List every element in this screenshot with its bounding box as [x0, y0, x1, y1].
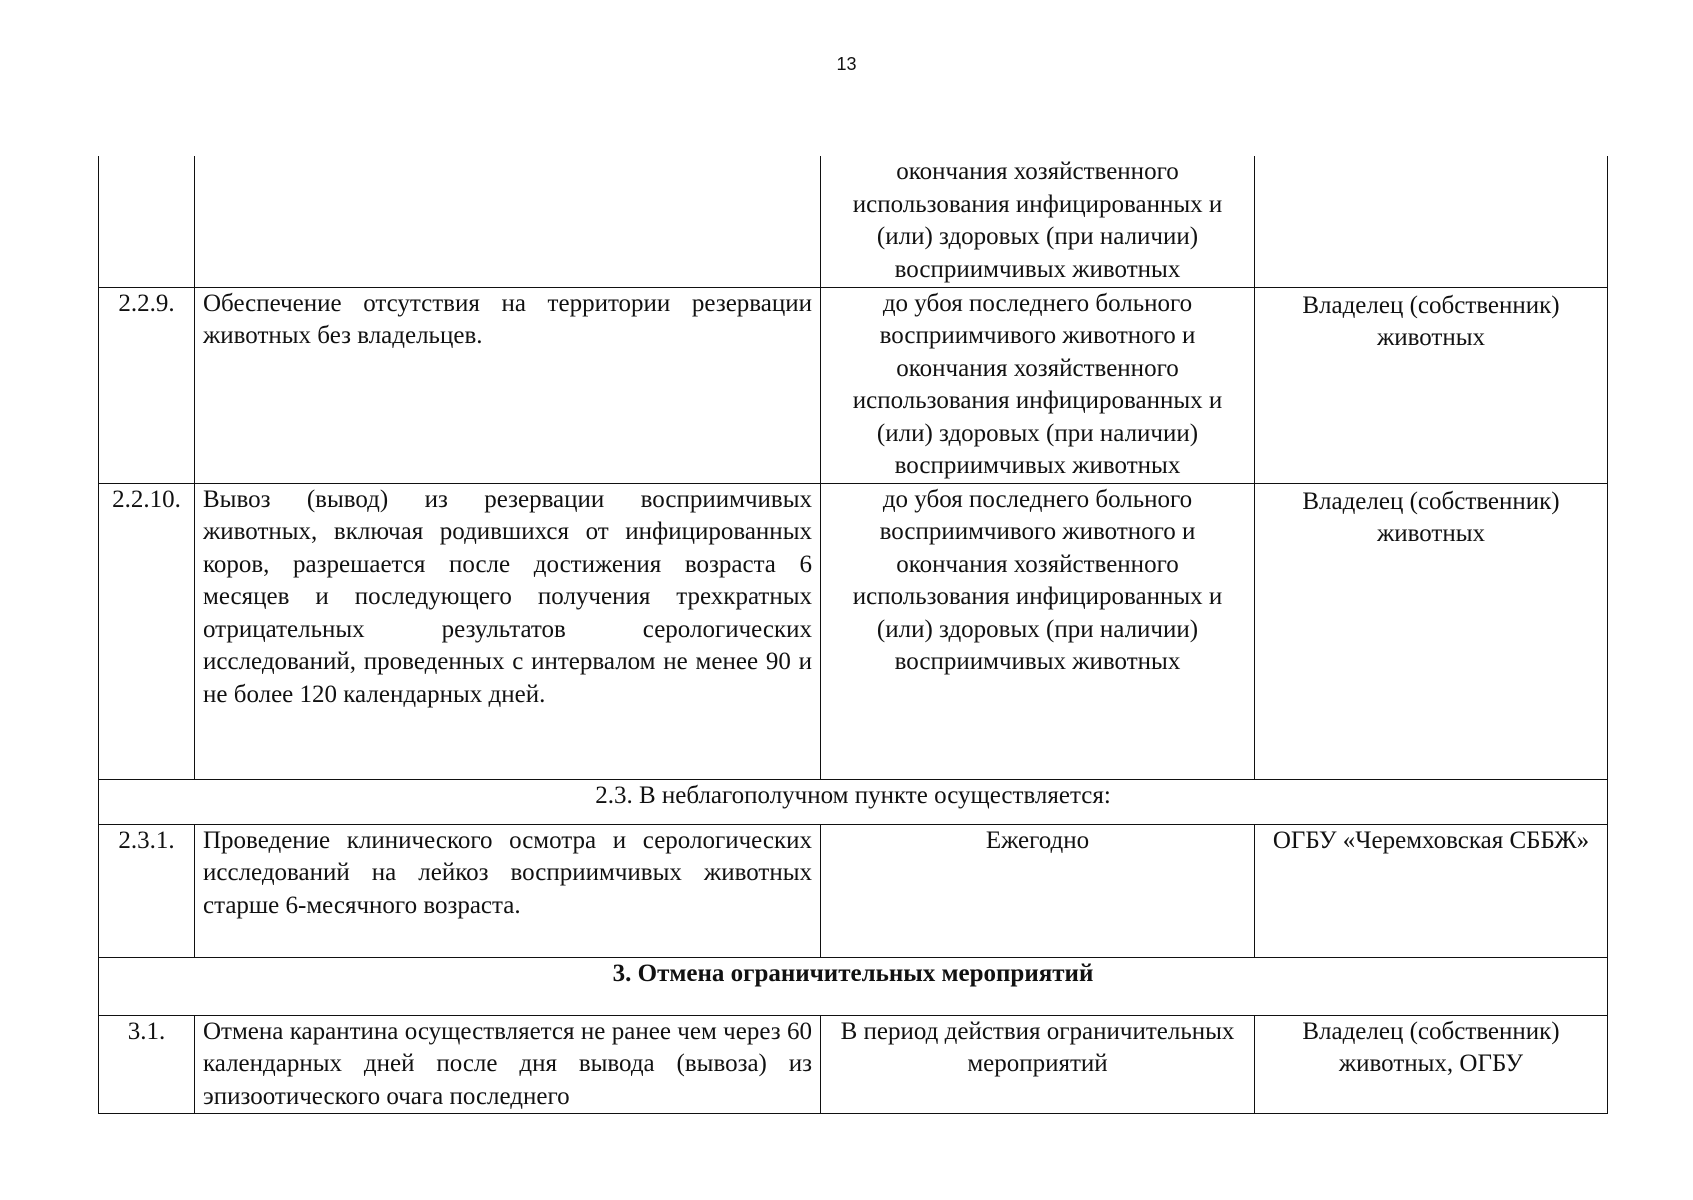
section-heading: 3. Отмена ограничительных мероприятий [99, 957, 1608, 1015]
section-heading: 2.3. В неблагополучном пункте осуществляется: [99, 779, 1608, 824]
measure-text: Отмена карантина осуществляется не ранее чем через 60 календарных дней после дня вывода (вывоза) из эпизоотического очага последнего [195, 1015, 821, 1114]
measure-term: Ежегодно [821, 824, 1255, 957]
measures-table [98, 156, 1608, 1114]
measure-text: Обеспечение отсутствия на территории резервации животных без владельцев. [195, 287, 821, 483]
row-number: 2.2.10. [99, 483, 195, 779]
row-number: 2.3.1. [99, 824, 195, 957]
section-row-3 [99, 957, 1608, 1015]
row-number: 2.2.9. [99, 287, 195, 483]
measure-responsible: Владелец (собственник) животных [1255, 287, 1608, 483]
measure-responsible [1255, 156, 1608, 287]
measure-text: Вывоз (вывод) из резервации восприимчивых животных, включая родившихся от инфицированных коров, разрешается после достижения возраста 6 месяцев и последующего получения трехкратных отрицательных результатов серологических исследований, проведенных с интервалом не менее 90 и не более 120 календарных дней. [195, 483, 821, 779]
measure-term: до убоя последнего больного восприимчивого животного и окончания хозяйственного использования инфицированных и (или) здоровых (при наличии) восприимчивых животных [821, 483, 1255, 779]
row-number [99, 156, 195, 287]
measure-responsible: ОГБУ «Черемховская СББЖ» [1255, 824, 1608, 957]
measure-responsible: Владелец (собственник) животных [1255, 483, 1608, 779]
table-row-2-3-1 [99, 824, 1608, 957]
page-number: 13 [836, 54, 857, 74]
row-number: 3.1. [99, 1015, 195, 1114]
table-row-2-2-10 [99, 483, 1608, 779]
measure-term: до убоя последнего больного восприимчивого животного и окончания хозяйственного использования инфицированных и (или) здоровых (при наличии) восприимчивых животных [821, 287, 1255, 483]
measure-responsible: Владелец (собственник) животных, ОГБУ [1255, 1015, 1608, 1114]
section-row-2-3 [99, 779, 1608, 824]
measure-text: Проведение клинического осмотра и серологических исследований на лейкоз восприимчивых животных старше 6-месячного возраста. [195, 824, 821, 957]
table-row-3-1 [99, 1015, 1608, 1114]
table-row-continuation [99, 156, 1608, 287]
measure-text [195, 156, 821, 287]
measure-term: окончания хозяйственного использования инфицированных и (или) здоровых (при наличии) восприимчивых животных [821, 156, 1255, 287]
measure-term: В период действия ограничительных мероприятий [821, 1015, 1255, 1114]
table-row-2-2-9 [99, 287, 1608, 483]
